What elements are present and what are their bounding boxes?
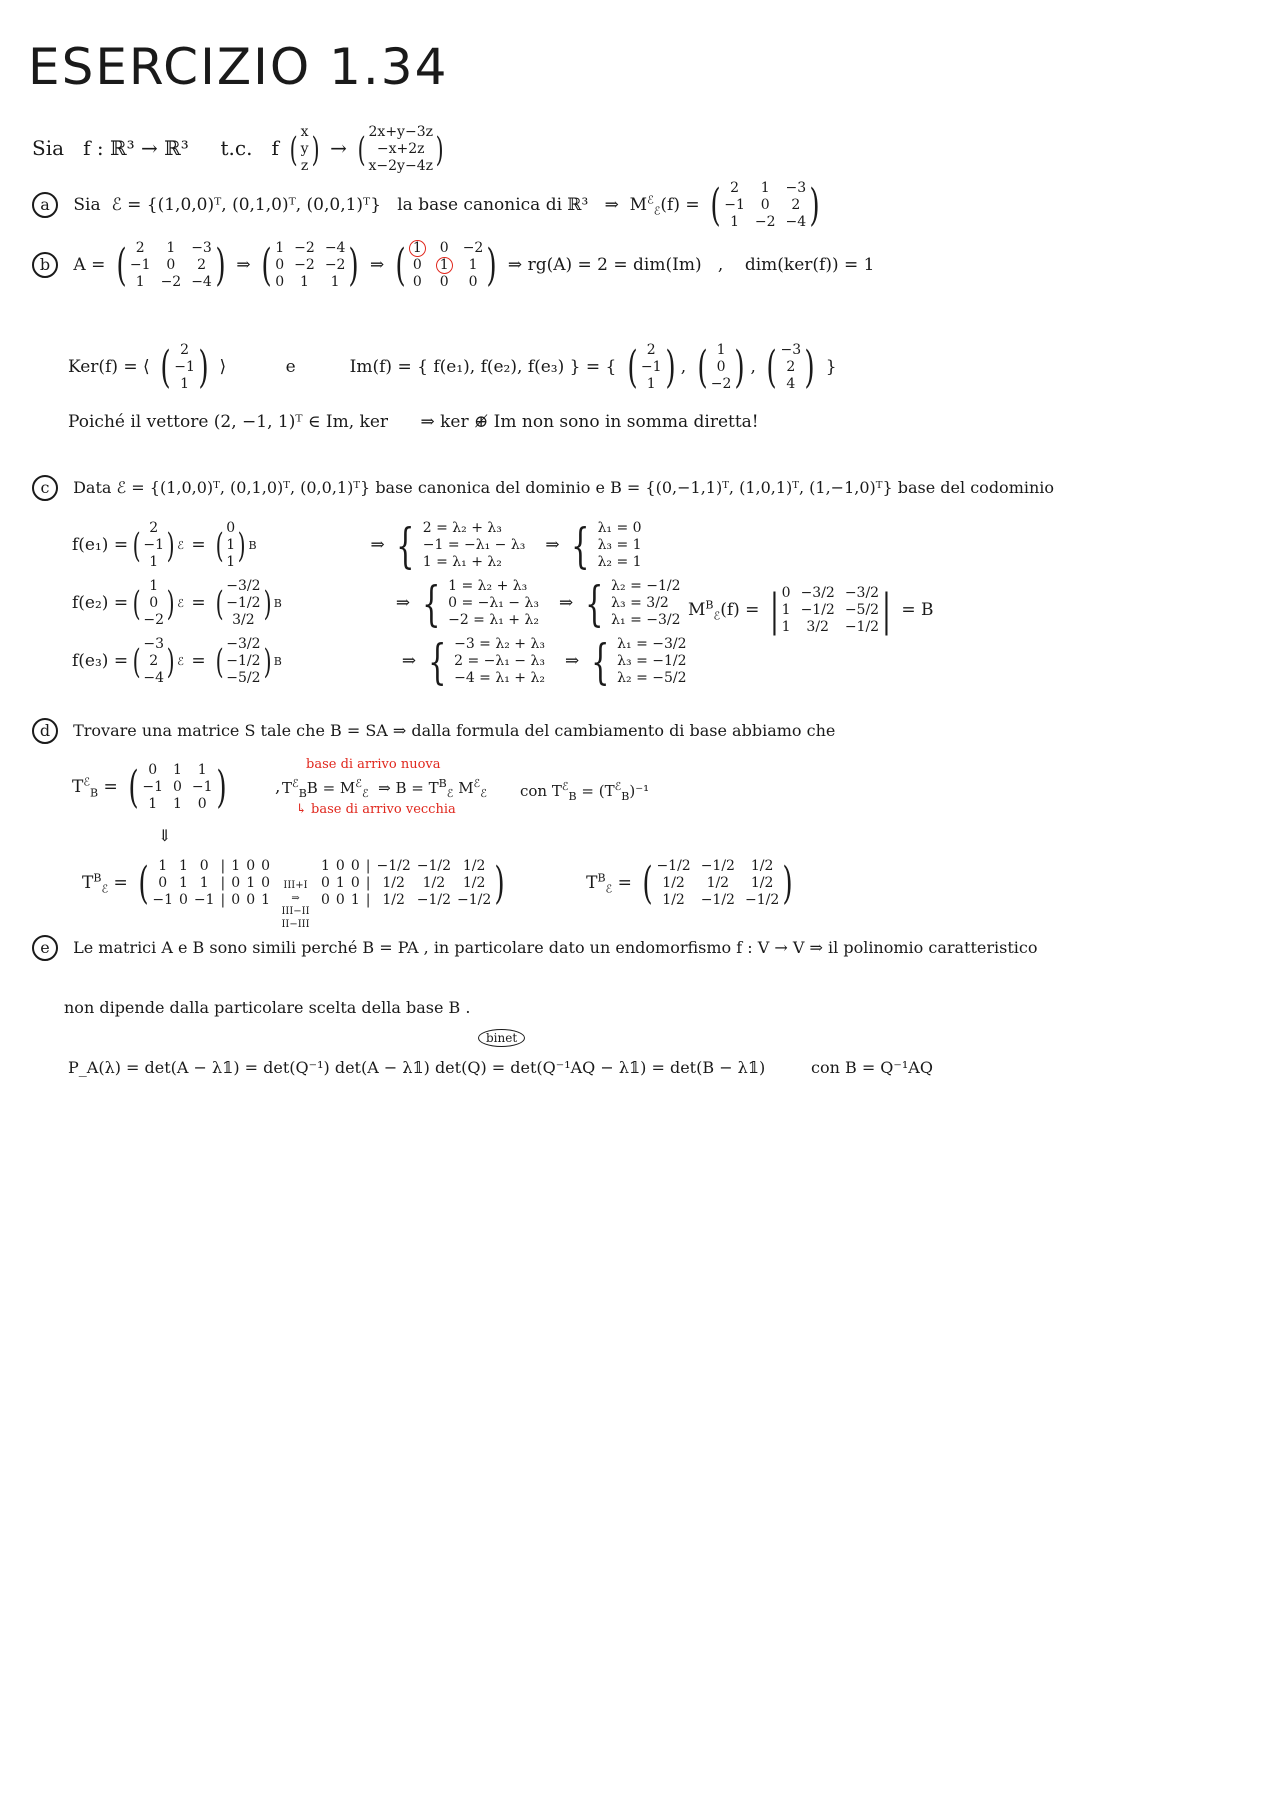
intro-input-vector: ( x y z ) [289,124,320,174]
part-c-vecE-1: ( 2 −1 1 ) ℰ [132,520,184,570]
part-b-im1-entry-2: 1 [646,376,656,392]
part-b-im3-entry-0: −3 [780,342,802,358]
part-c-vecB-1-entry-0: 0 [226,520,236,536]
intro-input-entry-2: z [300,158,309,174]
part-c-system-2-eq-2: −2 = λ₁ + λ₂ [448,612,539,628]
part-b-m2-entry-1: −2 [294,240,315,256]
part-c-vecB-3-entry-2: −5/2 [226,670,261,686]
part-d-tb-sup: B [93,871,102,885]
intro-line [32,124,448,175]
part-c-solution-1-eq-1: λ₃ = 1 [597,537,642,553]
part-a-matrix-entry-2: −3 [785,180,807,196]
part-b-im3-entry-1: 2 [786,359,796,375]
part-b-m2-entry-8: 1 [330,274,340,290]
part-c-system-1-eq-1: −1 = −λ₁ − λ₃ [422,537,526,553]
part-d-final-eq: = [617,873,632,893]
part-c-vecB-1-entry-2: 1 [226,554,236,570]
part-a-text2: la base canonica di ℝ³ [397,195,589,215]
part-d-aug-entry-14: −1 [152,892,173,908]
part-d-res-entry-3: | [365,858,371,874]
part-d-res-entry-11: 1/2 [382,875,405,891]
part-b-m1-entry-1: 1 [166,240,176,256]
part-b-im2-entry-2: −2 [710,376,732,392]
part-e-formula-line [68,1058,933,1077]
part-d-aug-entry-5: 0 [246,858,256,874]
part-d-t-eq: = [103,777,118,797]
part-b-rank: ⇒ rg(A) = 2 = dim(Im) [507,255,702,275]
part-d-t-entry-4: 0 [172,779,182,795]
part-c-system-2: { 1 = λ₂ + λ₃ 0 = −λ₁ − λ₃ −2 = λ₁ + λ₂ [421,575,539,632]
intro-tc: t.c. [220,136,253,160]
part-c-mb-entry-7: 3/2 [806,619,829,635]
part-e-formula: P_A(λ) = det(A − λ𝟙) = det(Q⁻¹) det(A − λ𝟙) det(Q) = det(Q⁻¹AQ − λ𝟙) = det(B − λ𝟙) [68,1058,766,1077]
part-d-aug-entry-9: 1 [199,875,209,891]
part-d-down-arrow: ⇓ [158,826,172,845]
part-d-t-entry-7: 1 [172,796,182,812]
part-b-im-end: } [825,357,837,377]
part-b-row2: Ker(f) = ⟨ ( 2 −1 1 ) ⟩ e Im(f) = { f(e₁), f(e₂), f(e₃) } = { ( 2 −1 1 ) , ( 1 0 −2 ) , ( −3 2 4 ) } [68,341,837,393]
part-b-matrix-3: ( 1 0 −2 0 1 1 0 0 0 ) [395,239,498,291]
part-a-matrix-entry-7: −2 [754,214,776,230]
part-c-mb-entry-3: 1 [781,602,791,618]
part-d-comma: , [274,777,281,797]
part-b-ker-lhs: Ker(f) = ⟨ [68,357,150,377]
part-d-final-entry-2: 1/2 [750,858,774,874]
part-b-im3-entry-2: 4 [786,376,796,392]
part-c-solution-2-eq-2: λ₁ = −3/2 [611,612,681,628]
part-d-eq-1: T [282,779,293,797]
part-d-con-2: = (T [581,782,615,800]
part-b-im-v2: ( 1 0 −2 ) [696,341,746,393]
part-d-res-entry-2: 0 [350,858,360,874]
part-c-mb-sub: ℰ [713,609,721,623]
part-b-im2-entry-0: 1 [716,342,726,358]
part-c-solution-3-eq-0: λ₁ = −3/2 [617,636,687,652]
part-d-op-0: III+I [283,880,308,891]
part-b-m2-entry-7: 1 [300,274,309,290]
part-d-aug-entry-4: 1 [231,858,241,874]
part-c-system-2-eq-0: 1 = λ₂ + λ₃ [448,578,528,594]
part-c-row-lhs: f(e₁) = [72,535,129,555]
part-b-m2-entry-5: −2 [324,257,346,273]
part-e-label: e [32,935,58,961]
part-b-m1-entry-7: −2 [160,274,182,290]
part-a-lhs: M [629,195,648,215]
part-b-m3-entry-4: 1 [436,257,453,274]
part-d-row-ops [281,879,309,931]
part-d-res-entry-6: 1/2 [462,858,486,874]
part-b-ker-entry-0: 2 [180,342,190,358]
part-d-aug-entry-15: 0 [178,892,188,908]
intro-input-entry-1: y [300,141,309,157]
part-a-basis: ℰ = {(1,0,0)ᵀ, (0,1,0)ᵀ, (0,0,1)ᵀ} [111,195,382,215]
part-c-vecB-1-entry-1: 1 [226,537,236,553]
part-c-vecE-3-entry-1: 2 [149,653,159,669]
part-b-poiche2: ⇒ ker ⊕̸ Im non sono in somma diretta! [420,412,759,432]
part-d-aug-entry-1: 1 [178,858,188,874]
part-d-final-lhs: T [586,873,598,893]
part-a-lhs-sub: ℰ [653,204,661,218]
part-b-ker-entry-1: −1 [174,359,195,375]
part-c-solution-3: { λ₁ = −3/2 λ₃ = −1/2 λ₂ = −5/2 [590,633,687,690]
part-c-system-2-eq-1: 0 = −λ₁ − λ₃ [448,595,539,611]
part-b-m1-entry-0: 2 [135,240,145,256]
part-d-final-entry-5: 1/2 [750,875,774,891]
part-c-row-3: f(e₃) = ( −3 2 −4 ) ℰ = ( −3/2 −1/2 −5/2 ) B ⇒ { −3 = λ₂ + λ₃ 2 = −λ₁ − λ₃ −4 = λ₁ + λ₂ ⇒ { λ₁ = −3/2 λ₃ = −1/2 λ₂ = −5/2 [72,633,687,690]
part-c-vecE-2: ( 1 0 −2 ) ℰ [132,578,184,628]
part-d-aug-entry-11: 0 [231,875,241,891]
part-d-aug-entry-13: 0 [261,875,271,891]
part-c-vecB-1: ( 0 1 1 ) B [215,520,257,570]
part-c-solution-2: { λ₂ = −1/2 λ₃ = 3/2 λ₁ = −3/2 [584,575,681,632]
part-b-m3-entry-2: −2 [462,240,484,256]
part-e-text1: Le matrici A e B sono simili perché B = PA , in particolare dato un endomorfismo f : V → V ⇒ il polinomio caratteristico [73,938,1038,957]
part-b-row1 [32,240,874,291]
part-d-aug-entry-12: 1 [246,875,256,891]
part-b-row3 [68,412,759,432]
part-b-m2-entry-4: −2 [294,257,315,273]
part-d-eq: $T^ℰ_BB = M^ℰ_ℰ$ ⇒ $B = T^B_ℰ$ $M^ℰ_ℰ$ [282,777,487,800]
part-b-im1-entry-1: −1 [640,359,662,375]
part-c-mb-entry-1: −3/2 [800,585,835,601]
part-d-res-entry-20: −1/2 [457,892,492,908]
part-d-res-entry-10: | [365,875,371,891]
part-b-aeq: A = [73,255,106,275]
part-b-im1-entry-0: 2 [646,342,656,358]
part-d-aug-entry-20: 1 [261,892,271,908]
part-b-label: b [32,252,58,278]
part-c-system-1-eq-2: 1 = λ₁ + λ₂ [422,554,502,570]
part-d-res-entry-16: 1 [350,892,360,908]
part-d-final-entry-4: 1/2 [706,875,730,891]
part-d-res-entry-5: −1/2 [416,858,451,874]
part-a-lhs-sup: ℰ [647,193,654,207]
part-b-m1-entry-8: −4 [191,274,212,290]
part-c-solution-3-eq-1: λ₃ = −1/2 [617,653,687,669]
part-d-aug-entry-18: 0 [231,892,241,908]
part-c-vecB-3-entry-1: −1/2 [226,653,261,669]
part-b-ker-entry-2: 1 [180,376,190,392]
part-c-system-3-eq-1: 2 = −λ₁ − λ₃ [454,653,545,669]
part-c-vecB-3: ( −3/2 −1/2 −5/2 ) B [215,636,282,686]
part-d-final-entry-3: 1/2 [662,875,685,891]
part-c-label: c [32,475,58,501]
part-d-res-entry-19: −1/2 [416,892,451,908]
part-d-aug-entry-3: | [220,858,226,874]
part-b-m3-entry-0: 1 [409,240,426,257]
part-c-vecB-2: ( −3/2 −1/2 3/2 ) B [215,578,282,628]
part-c-mb-entry-6: 1 [781,619,791,635]
part-b-m2-entry-3: 0 [275,257,285,273]
part-d-aug-entry-19: 0 [246,892,256,908]
part-d-eq-4: M [458,779,474,797]
part-e-row1 [32,935,1038,961]
part-b-m3-entry-5: 1 [468,257,478,273]
part-c-header [32,475,1054,501]
part-b-matrix-1: ( 2 1 −3 −1 0 2 1 −2 −4 ) [116,239,226,291]
part-c-vecE-2-entry-0: 1 [149,578,159,594]
intro-output-entry-0: 2x+y−3z [368,124,433,140]
intro-output-entry-2: x−2y−4z [368,158,433,174]
part-a-matrix-entry-4: 0 [760,197,770,213]
part-d-res-matrix: 1 0 0 | −1/2 −1/2 1/2 0 1 0 | 1/2 1/2 1/2 0 0 1 | 1/2 −1/2 −1/2 ) [320,857,506,909]
part-d-aug-entry-16: −1 [193,892,215,908]
part-d-t-lhs-sup: ℰ [83,775,91,789]
part-b-im-v1: ( 2 −1 1 ) [627,341,676,393]
part-d-row1 [72,762,280,813]
part-c-vecB-3-entry-0: −3/2 [226,636,261,652]
part-e-con: con B = Q⁻¹AQ [810,1058,933,1077]
part-c-mb-arg: (f) = [720,600,760,620]
part-c-mb [688,585,933,636]
part-a-matrix-entry-8: −4 [785,214,807,230]
part-d-aug-entry-8: 1 [178,875,188,891]
part-e-text2: non dipende dalla particolare scelta della base B . [64,998,471,1017]
part-b-m2-entry-6: 0 [275,274,285,290]
part-d-con-1: con T [520,782,562,800]
part-d-final-entry-7: −1/2 [700,892,735,908]
part-e-binet-note: binet [478,1029,525,1047]
part-b-ker-vector: ( 2 −1 1 ) [160,341,209,393]
part-b-m2-entry-0: 1 [275,240,285,256]
part-d-res-entry-12: 1/2 [422,875,446,891]
part-c-vecB-2-entry-0: −3/2 [226,578,261,594]
page-title: ESERCIZIO 1.34 [28,38,449,96]
part-c-row-2: f(e₂) = ( 1 0 −2 ) ℰ = ( −3/2 −1/2 3/2 ) B ⇒ { 1 = λ₂ + λ₃ 0 = −λ₁ − λ₃ −2 = λ₁ + λ₂ ⇒ { λ₂ = −1/2 λ₃ = 3/2 λ₁ = −3/2 [72,575,681,632]
part-c-solution-3-eq-2: λ₂ = −5/2 [617,670,687,686]
part-b-m1-entry-3: −1 [129,257,151,273]
part-d-red-bottom: ↳ base di arrivo vecchia [296,802,456,817]
part-d-res-entry-18: 1/2 [382,892,405,908]
part-d-label: d [32,718,58,744]
part-c-text: Data ℰ = {(1,0,0)ᵀ, (0,1,0)ᵀ, (0,0,1)ᵀ} base canonica del dominio e B = {(0,−1,1)ᵀ, (1,0,1)ᵀ, (1,−1,0)ᵀ} base del codominio [73,478,1055,497]
part-c-system-1-eq-0: 2 = λ₂ + λ₃ [422,520,502,536]
intro-map: f : ℝ³ → ℝ³ [83,136,189,160]
part-b-m1-entry-4: 0 [166,257,176,273]
part-c-system-3: { −3 = λ₂ + λ₃ 2 = −λ₁ − λ₃ −4 = λ₁ + λ₂ [427,633,545,690]
part-d-res-entry-14: 0 [320,892,330,908]
part-d-aug-entry-2: 0 [199,858,209,874]
part-b-arrow2: ⇒ [370,255,385,275]
part-b-m3-entry-6: 0 [412,274,422,290]
part-b-ker-rhs: ⟩ [219,357,227,377]
part-b-m3-entry-8: 0 [468,274,478,290]
intro-sia: Sia [32,136,65,160]
part-c-row-1: f(e₁) = ( 2 −1 1 ) ℰ = ( 0 1 1 ) B ⇒ { 2 = λ₂ + λ₃ −1 = −λ₁ − λ₃ 1 = λ₁ + λ₂ ⇒ { λ₁ = 0 λ₃ = 1 λ₂ = 1 [72,517,642,574]
part-c-row-lhs: f(e₃) = [72,651,129,671]
part-d-red-bottom-text: base di arrivo vecchia [311,802,456,817]
part-d-final-matrix: ( −1/2 −1/2 1/2 1/2 1/2 1/2 1/2 −1/2 −1/2 ) [642,857,793,909]
part-d-t-lhs-sub: B [90,786,99,800]
intro-arrow: → [330,136,347,160]
part-c-solution-2-eq-1: λ₃ = 3/2 [611,595,669,611]
part-b-dimker: dim(ker(f)) = 1 [744,255,875,275]
part-a-matrix-entry-0: 2 [730,180,739,196]
part-c-system-3-eq-2: −4 = λ₁ + λ₂ [454,670,545,686]
part-c-vecE-3-entry-2: −4 [143,670,164,686]
part-c-mb-entry-8: −1/2 [844,619,880,635]
part-c-vecE-1-entry-2: 1 [149,554,159,570]
part-b-m1-entry-6: 1 [135,274,145,290]
part-d-op-3: II−III [281,919,310,930]
part-c-mb-lhs: M [688,600,706,620]
part-b-e: e [285,357,296,377]
part-c-mb-rhs: = B [901,600,934,620]
part-d-final-entry-8: −1/2 [744,892,780,908]
part-b-im: Im(f) = { f(e₁), f(e₂), f(e₃) } = { [349,357,617,377]
part-d-eq-2: B = M [306,779,356,797]
intro-input-entry-0: x [300,124,309,140]
part-d-res-entry-13: 1/2 [462,875,486,891]
part-d-res-entry-4: −1/2 [376,858,411,874]
part-b-comma: , [717,255,724,275]
part-a-matrix-entry-3: −1 [724,197,745,213]
part-c-row-lhs: f(e₂) = [72,593,129,613]
part-b-m3-entry-7: 0 [439,274,449,290]
part-b-im-v3: ( −3 2 4 ) [766,341,815,393]
part-d-header [32,718,835,744]
part-c-system-1: { 2 = λ₂ + λ₃ −1 = −λ₁ − λ₃ 1 = λ₁ + λ₂ [396,517,526,574]
part-c-mb-entry-2: −3/2 [844,585,880,601]
part-c-mb-sup: B [705,598,714,612]
part-d-tb-lhs: T [82,873,94,893]
part-d-row2: $T^B_ℰ$ = ( 1 1 0 | 1 0 0 0 1 1 | 0 1 0 −1 0 −1 | 0 0 1 III+I ⇒ III−II II−III 1 0 0 | −1/2 −1/2 1/2 0 1 0 | 1/2 1/2 1/2 0 0 1 | 1/2 −1/2 −1/2 ) $T^B_ℰ$ = ( −1/2 −1/2 1/2 1/2 1/2 1/2 1/2 −1/2 −1/2 ) [82,858,798,931]
part-c-vecE-2-entry-2: −2 [143,612,164,628]
part-d-t-entry-6: 1 [148,796,158,812]
part-c-vecE-1-entry-0: 2 [149,520,159,536]
intro-output-entry-1: −x+2z [376,141,425,157]
part-d-t-entry-2: 1 [197,762,207,778]
part-d-tb-sub: ℰ [101,882,109,896]
part-d-res-entry-15: 0 [335,892,345,908]
part-d-t-lhs: T [72,777,84,797]
part-c-vecB-2-entry-1: −1/2 [226,595,261,611]
part-d-t-entry-1: 1 [172,762,182,778]
part-d-con-3: )⁻¹ [629,782,650,800]
part-a-matrix-entry-1: 1 [760,180,770,196]
part-c-mb-entry-0: 0 [781,585,791,601]
part-d-res-entry-1: 0 [335,858,345,874]
part-c-vecE-1-entry-1: −1 [143,537,164,553]
part-d-t-entry-5: −1 [191,779,213,795]
part-d-aug-entry-10: | [220,875,226,891]
part-d-res-entry-17: | [365,892,371,908]
part-d-res-entry-9: 0 [350,875,360,891]
part-d-res-entry-8: 1 [335,875,345,891]
part-d-aug-entry-7: 0 [158,875,168,891]
part-a-matrix-entry-5: 2 [791,197,801,213]
part-c-mb-matrix: | 0 −3/2 −3/2 1 −1/2 −5/2 1 3/2 −1/2 | [769,584,891,636]
part-d-op-1: ⇒ [291,893,300,904]
part-d-text: Trovare una matrice S tale che B = SA ⇒ dalla formula del cambiamento di base abbiamo che [73,721,836,740]
part-a-lhs-arg: (f) = [660,195,700,215]
part-b-m3-entry-3: 0 [412,257,422,273]
part-d-res-entry-0: 1 [320,858,330,874]
part-a-implies: ⇒ [604,195,619,215]
part-d-con: con $T^ℰ_B = (T^ℰ_B)^{-1}$ [520,780,650,803]
part-d-eq-3: ⇒ B = T [378,779,439,797]
part-d-res-entry-7: 0 [320,875,330,891]
part-c-solution-1-eq-2: λ₂ = 1 [597,554,642,570]
part-c-solution-1-eq-0: λ₁ = 0 [597,520,642,536]
intro-f: f [271,136,279,160]
part-c-vecE-3-entry-0: −3 [143,636,164,652]
part-b-arrow1: ⇒ [236,255,251,275]
part-d-aug-entry-0: 1 [158,858,168,874]
part-d-tb-eq: = [113,873,128,893]
part-d-aug-entry-6: 0 [261,858,271,874]
part-d-red-top: base di arrivo nuova [306,757,441,772]
part-b-m1-entry-2: −3 [191,240,212,256]
part-d-t-entry-8: 0 [197,796,207,812]
part-a-text1: Sia [73,195,101,215]
part-b-m1-entry-5: 2 [197,257,206,273]
part-d-final-entry-6: 1/2 [662,892,685,908]
part-b-matrix-2: ( 1 −2 −4 0 −2 −2 0 1 1 ) [261,239,360,291]
part-b-poiche: Poiché il vettore (2, −1, 1)ᵀ ∈ Im, ker [68,412,389,432]
part-c-vecE-2-entry-1: 0 [149,595,159,611]
part-d-t-matrix: ( 0 1 1 −1 0 −1 1 1 0 ) [128,761,227,813]
part-d-final-entry-0: −1/2 [656,858,691,874]
part-a-matrix-entry-6: 1 [730,214,739,230]
part-d-t-entry-0: 0 [148,762,158,778]
part-c-solution-2-eq-0: λ₂ = −1/2 [611,578,681,594]
part-a [32,180,825,231]
part-d-op-2: III−II [281,906,310,917]
part-b-m2-entry-2: −4 [324,240,346,256]
part-a-label: a [32,192,58,218]
part-c-system-3-eq-0: −3 = λ₂ + λ₃ [454,636,545,652]
part-b-m3-entry-1: 0 [439,240,449,256]
part-d-aug-entry-17: | [220,892,226,908]
part-c-mb-entry-5: −5/2 [844,602,880,618]
intro-output-vector: ( 2x+y−3z −x+2z x−2y−4z ) [357,124,444,174]
part-c-vecB-2-entry-2: 3/2 [232,612,255,628]
part-d-t-entry-3: −1 [142,779,163,795]
part-d-final-entry-1: −1/2 [700,858,735,874]
part-d-aug-matrix: ( 1 1 0 | 1 0 0 0 1 1 | 0 1 0 −1 0 −1 | 0 0 1 [138,857,271,909]
part-a-matrix: ( 2 1 −3 −1 0 2 1 −2 −4 ) [710,179,820,231]
part-c-vecE-3: ( −3 2 −4 ) ℰ [132,636,184,686]
part-c-mb-entry-4: −1/2 [800,602,835,618]
part-c-solution-1: { λ₁ = 0 λ₃ = 1 λ₂ = 1 [571,517,642,574]
part-b-im2-entry-1: 0 [716,359,726,375]
